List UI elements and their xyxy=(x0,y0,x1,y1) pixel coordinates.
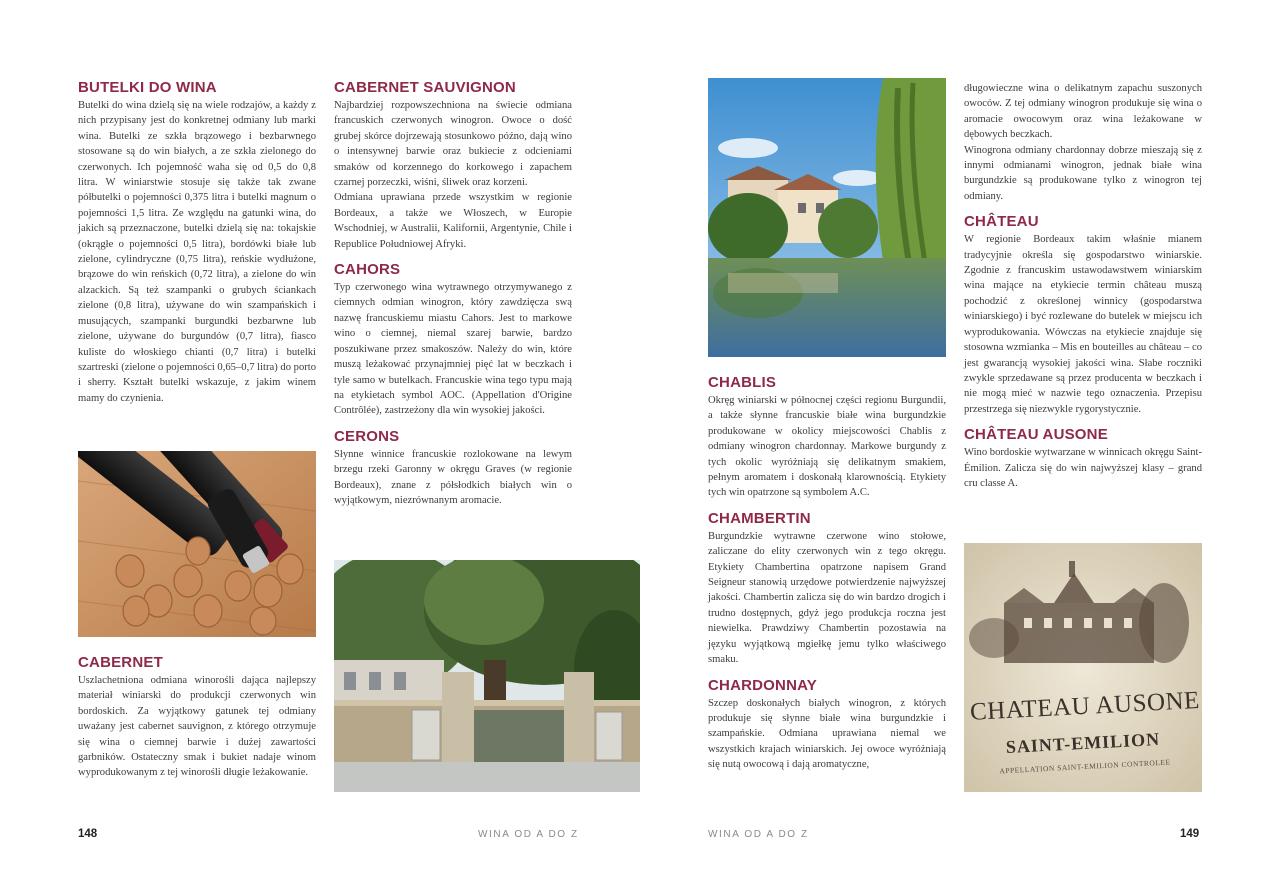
entry-heading-chambertin: CHAMBERTIN xyxy=(708,509,811,527)
right-col-2 xyxy=(964,81,1202,491)
right-col-1 xyxy=(708,374,946,773)
entry-text-chablis: Okręg winiarski w północnej części regionu Burgundii, a także słynne francuskie białe wina burgundzkie produkowane w okolicy miejscowości Chablis z odmiany winogron chardonnay. Markowe burgundy z tych okolic wyróżniają się delikatnym smakiem, pełnym aromatem i doskonałą klarownością. Etykiety tych win opatrzone są symbolem A.C. xyxy=(708,395,946,499)
label-appellation-text: APPELLATION SAINT-EMILION CONTROLEE xyxy=(999,757,1171,776)
entry-text-chardonnay-continued-2: Winogrona odmiany chardonnay dobrze mieszają się z innymi odmianami winogron, jednak białe wina burgundzkie są produkowane tylko z winogron tej odmiany. xyxy=(964,144,1202,202)
entry-heading-chateau: CHÂTEAU xyxy=(964,213,1039,231)
entry-text-cerons: Słynne winnice francuskie rozlokowane na lewym brzegu rzeki Garonny w okręgu Graves (w regionie Bordeaux), znane z półsłodkich białych win o wyjątkowym, niezrównanym aromacie. xyxy=(334,448,572,506)
left-col-2 xyxy=(334,79,572,508)
page-number-left: 148 xyxy=(78,828,98,840)
chateau-ausone-label-photo xyxy=(964,543,1202,792)
entry-heading-cabernet: CABERNET xyxy=(78,654,163,671)
left-col-1 xyxy=(78,79,316,406)
left-col-1-lower xyxy=(78,654,316,781)
entry-text-cabernet: Uszlachetniona odmiana winorośli dająca najlepszy materiał winiarski do produkcji czerwonych win bordoskich. Za wyjątkowy gatunek tej odmiany uważany jest cabernet sauvignon, z którego otrzymuje się wina o ciemnej barwie i dużej zawartości garbników. Ostateczny smak i bukiet nadaje winom wyprodukowanym z tej winorośli długie leżakowanie. xyxy=(78,675,316,779)
entry-text-chateau: W regionie Bordeaux takim właśnie mianem tradycyjnie określa się gospodarstwo winiarskie. Zgodnie z francuskim ustawodawstwem winiarskim wina mające na etykiecie termin château muszą pochodzić z określonej winnicy (gospodarstwa winiarskiego) i być rozlewane do butelek w miejscu ich wyprodukowania. Wówczas na etykiecie znajduje się stosowna wzmianka – Mis en bouteilles au château – co jest gwarancją wysokiej jakości wina. Słabe roczniki zwykle sprzedawane są przez producenta w beczkach i nie mogą mieć w nazwie tego oznaczenia. Przepisu przestrzega się niezwykle rygorystycznie. xyxy=(964,234,1202,415)
entry-text-butelki: Butelki do wina dzielą się na wiele rodzajów, a każdy z nich przypisany jest do konkretnej odmiany lub marki wina. Butelki ze szkła brązowego i bezbarwnego stosowane są do win białych, a ze szkła zielonego do czerwonych. Ich pojemność waha się od 0,5 do 0,8 litra. W winiarstwie stosuje się także tak zwane półbutelki o pojemności 0,375 litra i butelki magnum o pojemności 1,5 litra. Ze względu na gatunki wina, do jakich są przeznaczone, butelki dzielą się na: tokajskie (okrągłe o pojemności 0,5 litra), bordówki białe lub zielone, cylindryczne (0,75 litra), reńskie wydłużone, brązowe do win reńskich (0,72 litra), a zielone do win alzackich. Są też szampanki o grubych ściankach zielone (0,8 litra), używane do win szampańskich i musujących, szampanki burgundki bezbarwne lub zielone, używane do burgundów (0,7 litra), fiasco kuliste do włoskiego chianti (0,7 litra) i butelki szartreski (zielone o pojemności 0,65–0,7 litra) do porto i sherry. Kształt butelki wskazuje, z jakim winem mamy do czynienia. xyxy=(78,100,317,404)
entry-heading-chablis: CHABLIS xyxy=(708,374,777,391)
entry-heading-chateau-ausone: CHÂTEAU AUSONE xyxy=(964,426,1108,444)
entry-heading-cahors: CAHORS xyxy=(334,261,401,279)
page-number-right: 149 xyxy=(1180,828,1200,840)
label-saint-emilion-text: SAINT-EMILION xyxy=(1005,728,1161,758)
running-title-left: WINA OD A DO Z xyxy=(478,829,579,840)
entry-text-cabernet-sauvignon: Najbardziej rozpowszechniona na świecie odmiana francuskich czerwonych winogron. Owoce o dość grubej skórce dojrzewają stosunkowo późno, dają wino o intensywnej barwie oraz bukiecie z odcieniami smaków od korzennego do korkowego i zapachem czarnej porzeczki, wiśni, śliwek oraz korzeni. xyxy=(334,100,572,189)
entry-text-cahors: Typ czerwonego wina wytrawnego otrzymywanego z ciemnych odmian winogron, który zawdzięcza swą nazwę francuskiemu miastu Cahors. Jest to markowe wino o ciemnej, niemal szarej barwie, bardzo poszukiwane przez smakoszów. Należy do win, które muszą leżakować przynajmniej pięć lat w beczkach i tyle samo w butelkach. Francuskie wina tego typu mają na etykietach symbol AOC. (Appellation d'Origine Contrôlée), zastrzeżony dla win wysokiej jakości. xyxy=(334,282,572,417)
entry-text-chateau-ausone: Wino bordoskie wytwarzane w winnicach okręgu Saint-Émilion. Zalicza się do win najwyższej klasy – grand cru classe A. xyxy=(964,447,1202,489)
entry-text-chardonnay-continued: długowieczne wina o delikatnym zapachu suszonych owoców. Z tej odmiany winogron produkuje się wina o aromacie owocowym oraz wina leżakowane w dębowych beczkach. xyxy=(964,83,1202,141)
chablis-village-river-photo xyxy=(708,78,946,357)
entry-text-chambertin: Burgundzkie wytrawne czerwone wino stołowe, zaliczane do elity czerwonych win z tego okręgu. Etykiety Chambertina opatrzone napisem Grand Seigneur stanowią urzędowe potwierdzenie najwyższej jakości. Chambertin zalicza się do win bardzo drogich i trudno dostępnych, gdyż jego produkcja roczna jest niewielka. Prawdziwy Chambertin pozostawia na języku wyjątkową mgiełkę jemu tylko właściwego smaku. xyxy=(708,530,946,666)
entry-text-cabernet-sauvignon-2: Odmiana uprawiana przede wszystkim w regionie Bordeaux, a także we Włoszech, w Europie Wschodniej, w Australii, Kalifornii, Argentynie, Chile i Republice Południowej Afryki. xyxy=(334,192,572,250)
entry-heading-cabernet-sauvignon: CABERNET SAUVIGNON xyxy=(334,79,516,96)
entry-heading-butelki: BUTELKI DO WINA xyxy=(78,79,217,96)
entry-heading-chardonnay: CHARDONNAY xyxy=(708,676,817,694)
entry-text-chardonnay: Szczep doskonałych białych winogron, z których produkuje się słynne białe wina burgundzkie i szampańskie. Odmiana uprawiana niemal we wszystkich krajach winiarskich. Jej owoce wyróżniają się nutą owocową i dają aromatyczne, xyxy=(708,697,946,771)
chateau-gate-photo xyxy=(334,560,640,792)
wine-bottles-corks-photo xyxy=(78,451,316,637)
label-chateau-ausone-text: CHATEAU AUSONE xyxy=(969,686,1201,726)
running-title-right: WINA OD A DO Z xyxy=(708,829,809,840)
entry-heading-cerons: CERONS xyxy=(334,427,400,445)
